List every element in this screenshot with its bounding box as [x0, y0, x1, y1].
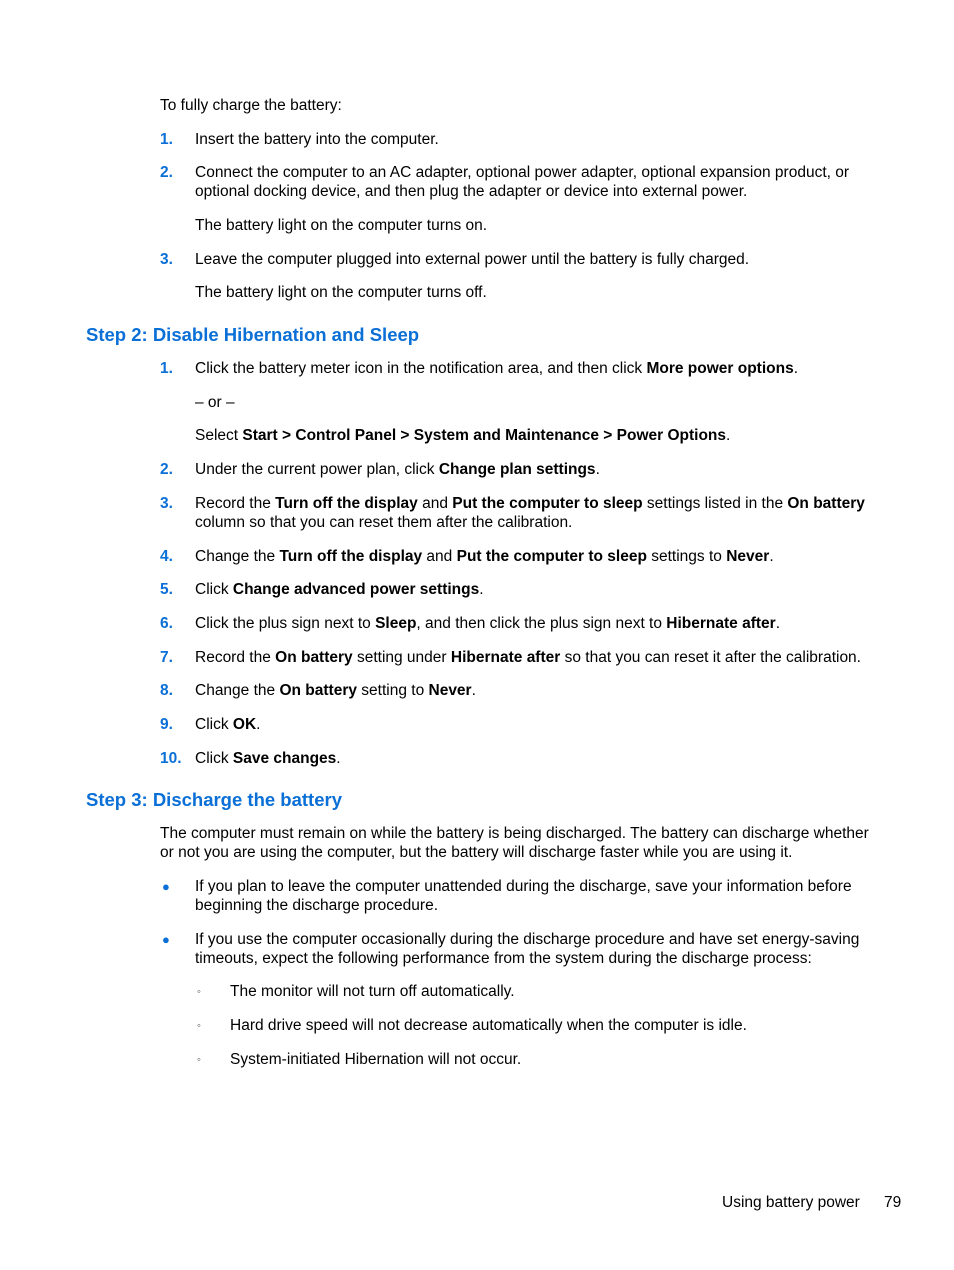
- step-number: 7.: [160, 649, 173, 666]
- step-text: Click OK.: [195, 716, 261, 733]
- step-text: Under the current power plan, click Change plan settings.: [195, 461, 600, 478]
- bullet-text: If you plan to leave the computer unattended during the discharge, save your information before beginning the discharge procedure.: [195, 878, 852, 914]
- step-text: Change the On battery setting to Never.: [195, 682, 476, 699]
- footer-section-title: Using battery power: [722, 1194, 860, 1211]
- step-note: The battery light on the computer turns off.: [195, 284, 487, 301]
- step-number: 1.: [160, 360, 173, 377]
- sub-bullet-icon: ◦: [197, 1020, 201, 1032]
- step-text: Record the Turn off the display and Put the computer to sleep settings listed in the On battery column so that you can reset them after the calibration.: [195, 495, 865, 531]
- section-heading: Step 3: Discharge the battery: [86, 789, 342, 810]
- step-number: 4.: [160, 548, 173, 565]
- bullet-text: If you use the computer occasionally during the discharge procedure and have set energy-saving timeouts, expect the following performance from the system during the discharge process:: [195, 931, 860, 967]
- step-note: The battery light on the computer turns on.: [195, 217, 488, 234]
- section-paragraph: The computer must remain on while the battery is being discharged. The battery can discharge whether or not you are using the computer, but the battery will discharge faster while you are using it.: [160, 825, 869, 861]
- step-number: 2.: [160, 461, 173, 478]
- sub-bullet-text: System-initiated Hibernation will not occur.: [230, 1051, 522, 1068]
- bullet-icon: ●: [162, 879, 170, 894]
- step-number: 6.: [160, 615, 173, 632]
- sub-bullet-text: Hard drive speed will not decrease automatically when the computer is idle.: [230, 1017, 747, 1034]
- step-text: Connect the computer to an AC adapter, optional power adapter, optional expansion product, or optional docking device, and then plug the adapter or device into external power.: [195, 164, 850, 200]
- sub-bullet-icon: ◦: [197, 1054, 201, 1066]
- step-text: Insert the battery into the computer.: [195, 131, 439, 148]
- step-number: 10.: [160, 750, 182, 767]
- step-number: 3.: [160, 495, 173, 512]
- step-number: 2.: [160, 164, 173, 181]
- sub-bullet-icon: ◦: [197, 986, 201, 998]
- step-text: Click Change advanced power settings.: [195, 581, 484, 598]
- section-heading: Step 2: Disable Hibernation and Sleep: [86, 324, 420, 345]
- step-text: Change the Turn off the display and Put the computer to sleep settings to Never.: [195, 548, 774, 565]
- step-alternative: Select Start > Control Panel > System and Maintenance > Power Options.: [195, 427, 731, 444]
- or-separator: – or –: [195, 394, 235, 411]
- step-text: Leave the computer plugged into external power until the battery is fully charged.: [195, 251, 750, 268]
- sub-bullet-text: The monitor will not turn off automatically.: [230, 983, 515, 1000]
- step-number: 9.: [160, 716, 173, 733]
- intro-text: To fully charge the battery:: [160, 97, 342, 114]
- step-text: Click Save changes.: [195, 750, 341, 767]
- step-text: Record the On battery setting under Hibernate after so that you can reset it after the calibration.: [195, 649, 861, 666]
- bullet-icon: ●: [162, 932, 170, 947]
- step-text: Click the plus sign next to Sleep, and then click the plus sign next to Hibernate after.: [195, 615, 781, 632]
- step-number: 8.: [160, 682, 173, 699]
- step-text: Click the battery meter icon in the notification area, and then click More power options.: [195, 360, 799, 377]
- page-number: 79: [884, 1194, 902, 1211]
- step-number: 1.: [160, 131, 173, 148]
- step-number: 3.: [160, 251, 173, 268]
- step-number: 5.: [160, 581, 173, 598]
